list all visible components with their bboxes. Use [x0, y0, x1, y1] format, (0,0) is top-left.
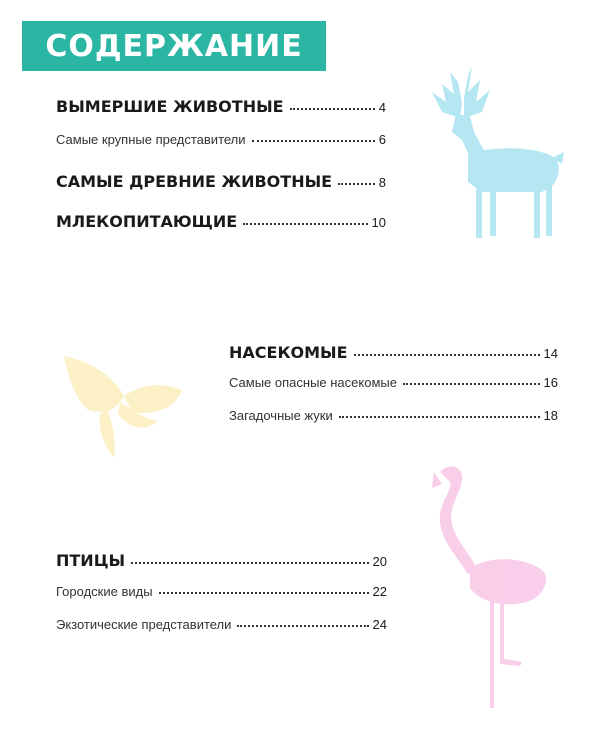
- toc-entry-page: 20: [372, 554, 387, 569]
- leader-dots: [131, 562, 368, 564]
- toc-entry[interactable]: [229, 343, 558, 362]
- toc-entry-label: Самые крупные представители: [56, 132, 246, 147]
- deer-silhouette-icon: [402, 62, 572, 242]
- toc-entry[interactable]: [56, 172, 386, 191]
- leader-dots: [290, 108, 375, 110]
- leader-dots: [403, 383, 540, 385]
- toc-entry[interactable]: [56, 97, 386, 116]
- page-title-banner: [22, 21, 326, 71]
- leader-dots: [159, 592, 369, 594]
- toc-entry-label: НАСЕКОМЫЕ: [229, 343, 348, 362]
- leader-dots: [252, 140, 375, 142]
- toc-entry[interactable]: [229, 375, 558, 390]
- toc-entry[interactable]: [56, 551, 387, 570]
- toc-entry-page: 24: [372, 617, 387, 632]
- leader-dots: [237, 625, 368, 627]
- toc-entry-page: 10: [371, 215, 386, 230]
- toc-entry-page: 14: [543, 346, 558, 361]
- toc-entry-label: ВЫМЕРШИЕ ЖИВОТНЫЕ: [56, 97, 284, 116]
- toc-entry-label: МЛЕКОПИТАЮЩИЕ: [56, 212, 238, 231]
- toc-entry-page: 18: [543, 408, 558, 423]
- leader-dots: [354, 354, 540, 356]
- toc-entry-label: Экзотические представители: [56, 617, 232, 632]
- page-title: СОДЕРЖАНИЕ: [45, 28, 303, 64]
- toc-entry-page: 16: [543, 375, 558, 390]
- toc-entry-page: 4: [378, 100, 386, 115]
- leader-dots: [339, 416, 540, 418]
- toc-entry[interactable]: [56, 132, 386, 147]
- toc-entry[interactable]: [56, 617, 387, 632]
- leader-dots: [338, 183, 375, 185]
- toc-entry[interactable]: [56, 584, 387, 599]
- toc-entry-label: Городские виды: [56, 584, 153, 599]
- toc-entry-page: 22: [372, 584, 387, 599]
- leader-dots: [243, 223, 367, 225]
- toc-entry-label: ПТИЦЫ: [56, 551, 126, 570]
- toc-entry-page: 6: [378, 132, 386, 147]
- toc-entry[interactable]: [229, 408, 558, 423]
- toc-entry-label: САМЫЕ ДРЕВНИЕ ЖИВОТНЫЕ: [56, 172, 333, 191]
- flamingo-silhouette-icon: [418, 462, 568, 712]
- toc-entry[interactable]: [56, 212, 386, 231]
- toc-entry-label: Самые опасные насекомые: [229, 375, 397, 390]
- toc-entry-label: Загадочные жуки: [229, 408, 333, 423]
- moth-silhouette-icon: [58, 350, 188, 460]
- toc-entry-page: 8: [378, 175, 386, 190]
